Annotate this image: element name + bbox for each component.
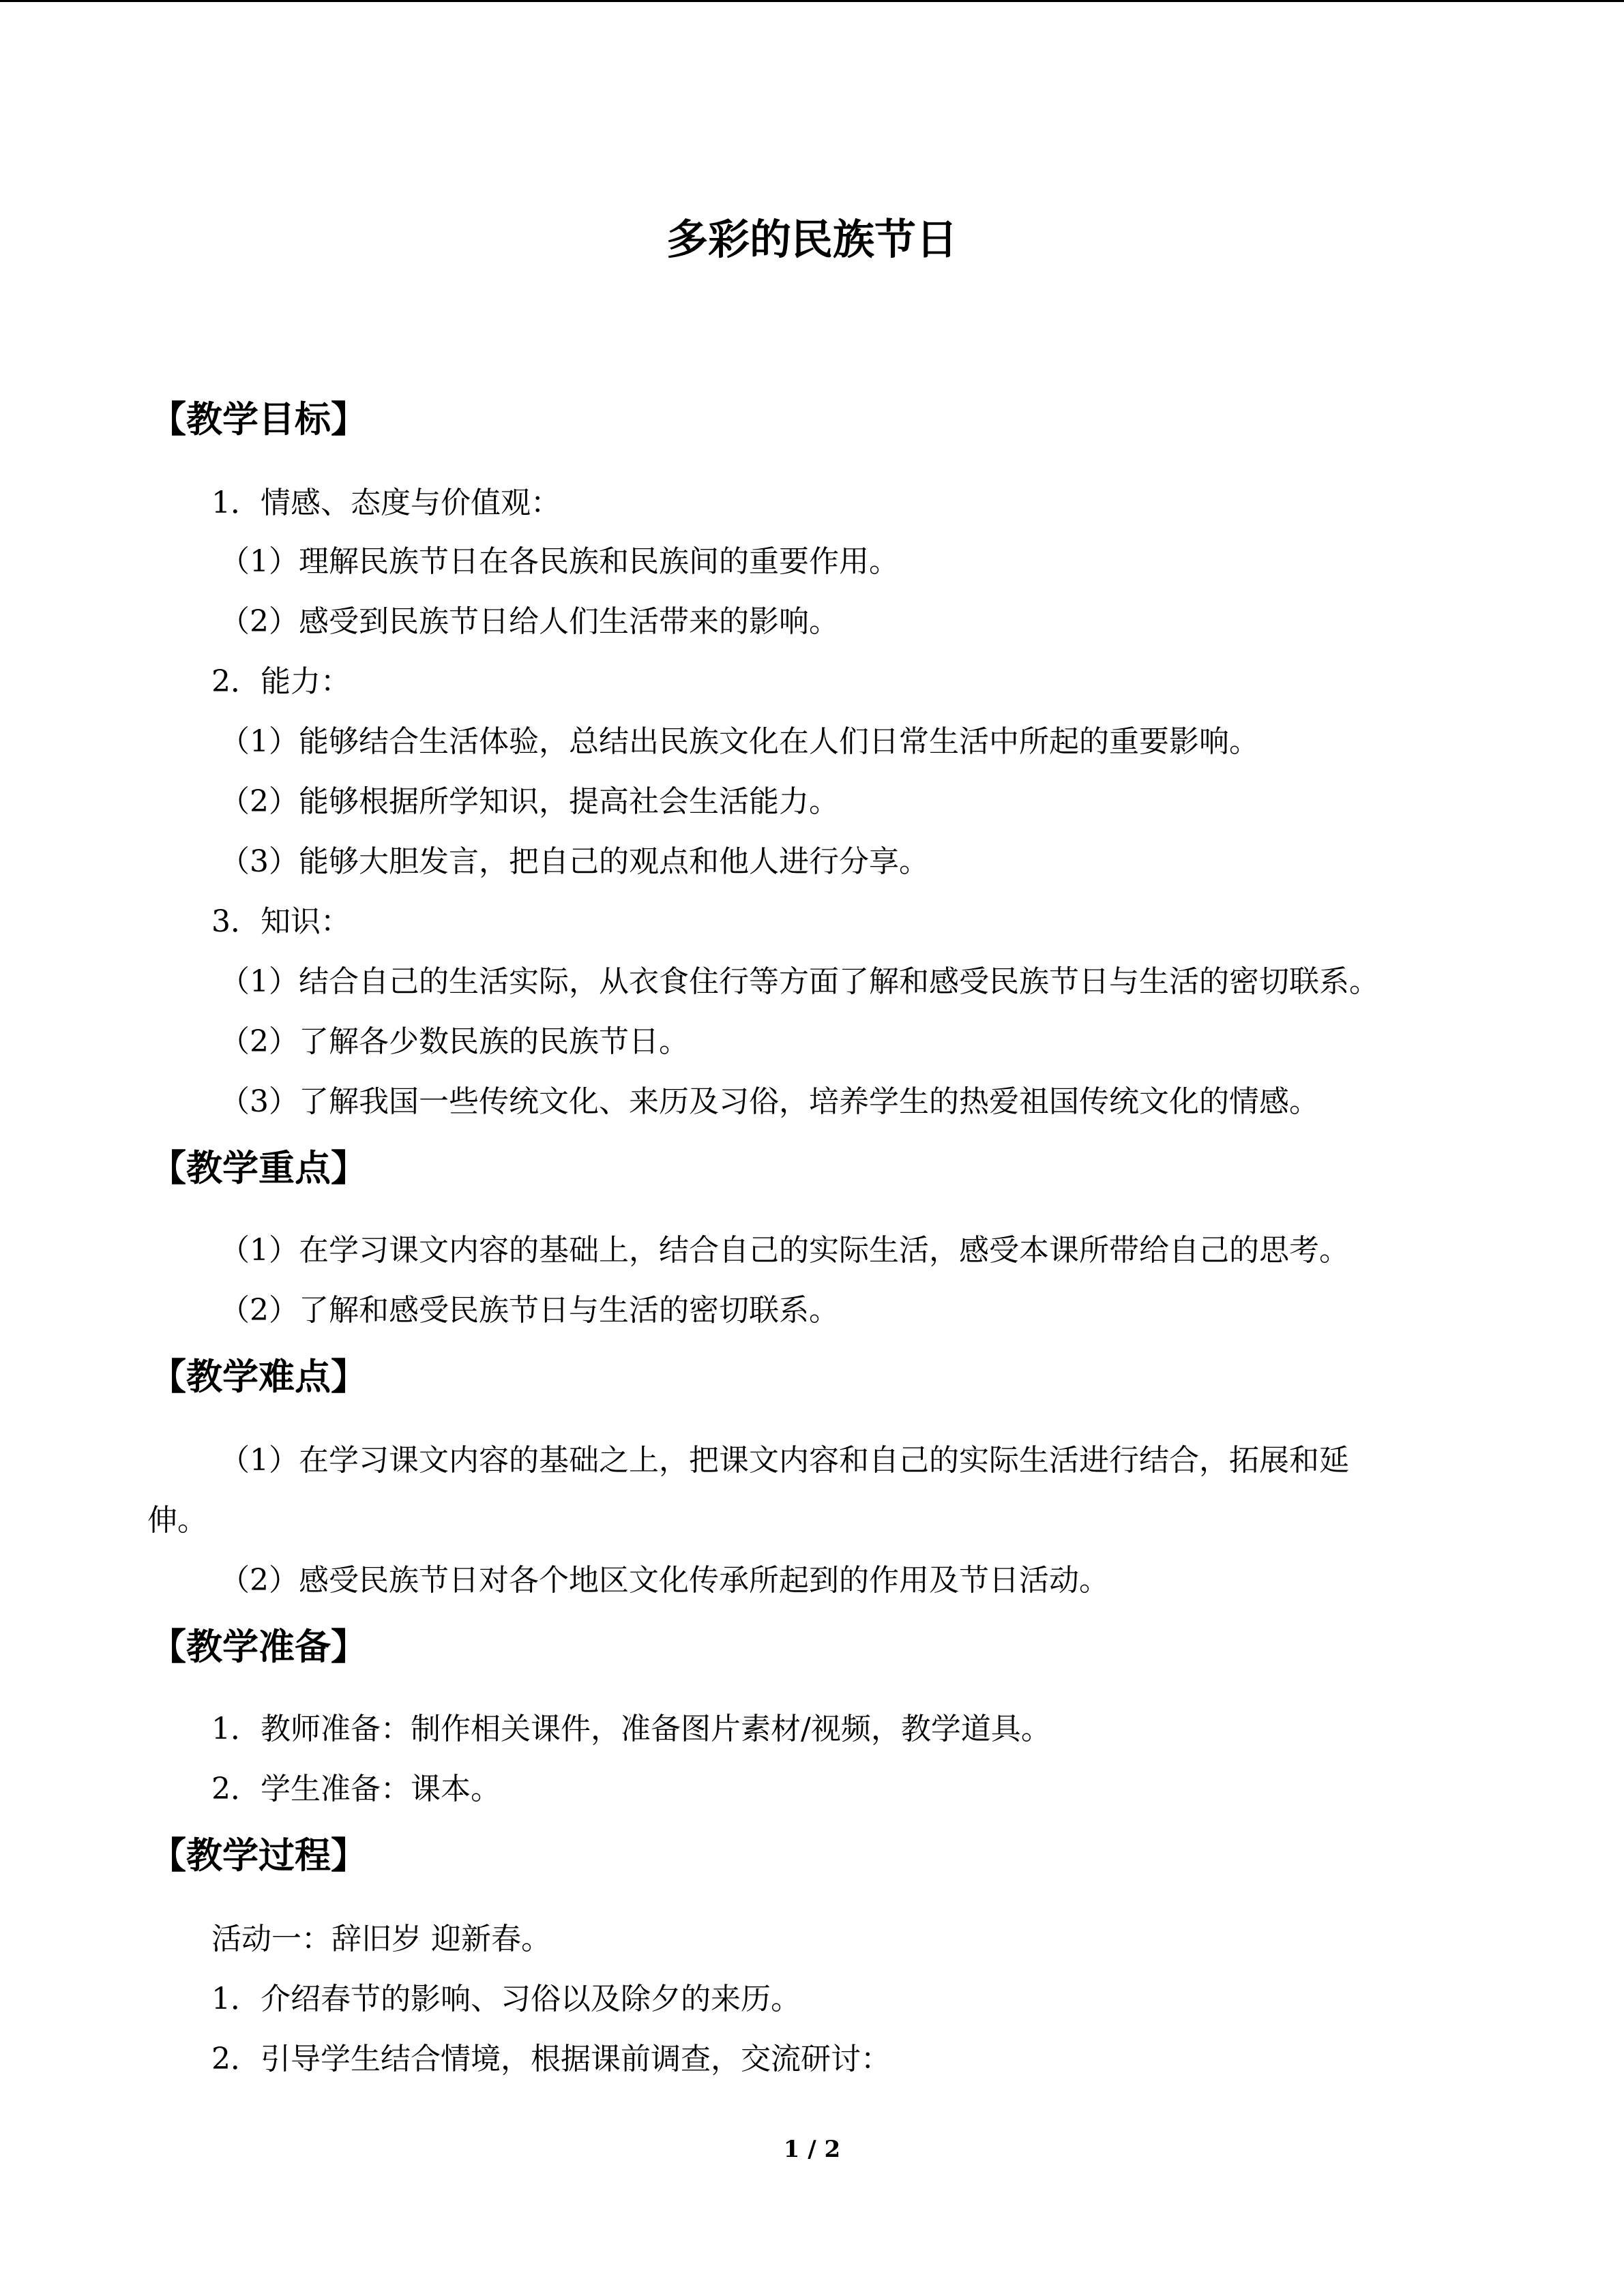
goals-line: 2．能力： xyxy=(211,664,351,699)
difficulties-line: （1）在学习课文内容的基础之上，把课文内容和自己的实际生活进行结合，拓展和延 xyxy=(220,1443,1349,1478)
goals-line: （2）能够根据所学知识，提高社会生活能力。 xyxy=(220,784,839,819)
page-title: 多彩的民族节日 xyxy=(666,215,958,264)
goals-line: （1）理解民族节日在各民族和民族间的重要作用。 xyxy=(220,544,899,579)
goals-line: （3）了解我国一些传统文化、来历及习俗，培养学生的热爱祖国传统文化的情感。 xyxy=(220,1084,1319,1119)
process-line: 2．引导学生结合情境，根据课前调查，交流研讨： xyxy=(211,2042,891,2076)
top-border-line xyxy=(0,0,1624,2)
section-heading-goals: 【教学目标】 xyxy=(150,398,367,441)
difficulties-line: （2）感受民族节日对各个地区文化传承所起到的作用及节日活动。 xyxy=(220,1563,1109,1598)
goals-line: （3）能够大胆发言，把自己的观点和他人进行分享。 xyxy=(220,844,929,879)
section-heading-process: 【教学过程】 xyxy=(150,1834,367,1877)
preparation-line: 2．学生准备：课本。 xyxy=(211,1772,501,1806)
section-heading-preparation: 【教学准备】 xyxy=(150,1626,367,1668)
key-points-line: （1）在学习课文内容的基础上，结合自己的实际生活，感受本课所带给自己的思考。 xyxy=(220,1233,1349,1268)
goals-line: （1）结合自己的生活实际，从衣食住行等方面了解和感受民族节日与生活的密切联系。 xyxy=(220,964,1379,999)
goals-line: 3．知识： xyxy=(211,904,351,939)
key-points-line: （2）了解和感受民族节日与生活的密切联系。 xyxy=(220,1293,839,1328)
difficulties-line: 伸。 xyxy=(147,1503,207,1538)
section-heading-difficulties: 【教学难点】 xyxy=(150,1356,367,1398)
goals-line: 1．情感、态度与价值观： xyxy=(211,486,561,520)
goals-line: （1）能够结合生活体验，总结出民族文化在人们日常生活中所起的重要影响。 xyxy=(220,724,1259,759)
preparation-line: 1．教师准备：制作相关课件，准备图片素材/视频，教学道具。 xyxy=(211,1712,1051,1746)
page-number: 1 / 2 xyxy=(783,2136,841,2163)
goals-line: （2）感受到民族节日给人们生活带来的影响。 xyxy=(220,604,839,639)
section-heading-key-points: 【教学重点】 xyxy=(150,1147,367,1189)
process-line: 活动一：辞旧岁 迎新春。 xyxy=(211,1922,551,1956)
goals-line: （2）了解各少数民族的民族节日。 xyxy=(220,1024,689,1059)
process-line: 1．介绍春节的影响、习俗以及除夕的来历。 xyxy=(211,1982,801,2016)
